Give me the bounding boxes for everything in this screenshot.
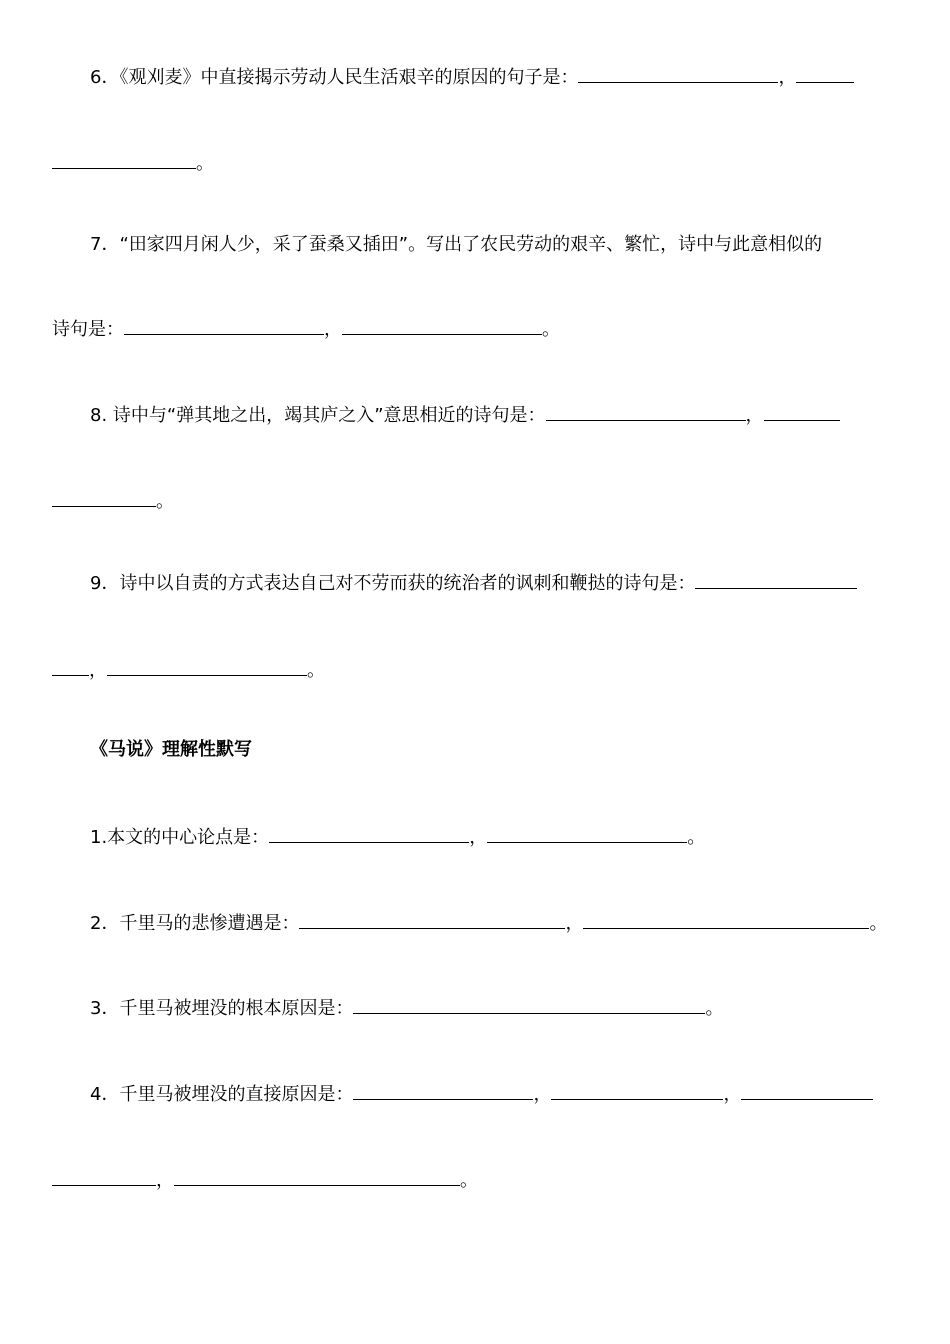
section-title: 《马说》理解性默写: [90, 739, 252, 760]
answer-blank[interactable]: [353, 995, 705, 1014]
period: 。: [869, 913, 888, 934]
answer-blank[interactable]: [269, 824, 469, 843]
period: 。: [307, 660, 325, 681]
question-8-line-2: [52, 488, 174, 514]
question-text: 3．千里马被埋没的根本原因是：: [90, 998, 354, 1019]
period: 。: [542, 319, 560, 340]
answer-blank[interactable]: [551, 1081, 723, 1100]
answer-blank[interactable]: [52, 150, 196, 169]
answer-blank[interactable]: [353, 1081, 533, 1100]
answer-blank[interactable]: [546, 402, 746, 421]
answer-blank[interactable]: [764, 402, 840, 421]
separator: ，: [723, 1084, 742, 1105]
question-9-line-2: [52, 657, 325, 683]
mashuo-question-3: [90, 995, 723, 1021]
answer-blank[interactable]: [52, 657, 89, 676]
question-9-text: 9．诗中以自责的方式表达自己对不劳而获的统治者的讽刺和鞭挞的诗句是：: [90, 573, 696, 594]
answer-blank[interactable]: [487, 824, 687, 843]
question-6-text: 6．《观刈麦》中直接揭示劳动人民生活艰辛的原因的句子是：: [90, 67, 579, 88]
answer-blank[interactable]: [741, 1081, 873, 1100]
separator: ，: [324, 319, 342, 340]
separator: ，: [745, 405, 764, 426]
separator: ，: [778, 67, 797, 88]
mashuo-question-4-line-1: [90, 1081, 873, 1107]
period: 。: [196, 153, 214, 174]
period: 。: [156, 491, 174, 512]
answer-blank[interactable]: [124, 316, 324, 335]
period: 。: [705, 998, 724, 1019]
mashuo-question-4-line-2: [52, 1167, 478, 1193]
question-8-text: 8. 诗中与“弹其地之出，竭其庐之入”意思相近的诗句是：: [90, 405, 546, 426]
question-6-line-1: [90, 64, 854, 90]
question-text: 1.本文的中心论点是：: [90, 827, 270, 848]
answer-blank[interactable]: [107, 657, 307, 676]
question-text: 4．千里马被埋没的直接原因是：: [90, 1084, 354, 1105]
answer-blank[interactable]: [52, 488, 156, 507]
question-7-line-2: [52, 316, 560, 342]
separator: ，: [89, 660, 107, 681]
separator: ，: [469, 827, 488, 848]
answer-blank[interactable]: [796, 64, 854, 83]
answer-blank[interactable]: [578, 64, 778, 83]
answer-blank[interactable]: [583, 910, 869, 929]
question-text: 2．千里马的悲惨遭遇是：: [90, 913, 300, 934]
question-7-line-1: [90, 233, 822, 257]
question-6-line-2: [52, 150, 214, 176]
question-9-line-1: [90, 570, 857, 596]
question-7-text: 7．“田家四月闲人少，采了蚕桑又插田”。写出了农民劳动的艰辛、繁忙，诗中与此意相似的: [90, 234, 823, 255]
question-7-text-cont: 诗句是：: [52, 319, 124, 340]
period: 。: [687, 827, 706, 848]
answer-blank[interactable]: [299, 910, 565, 929]
answer-blank[interactable]: [174, 1167, 460, 1186]
mashuo-question-2: [90, 910, 887, 936]
answer-blank[interactable]: [695, 570, 857, 589]
period: 。: [460, 1170, 478, 1191]
separator: ，: [565, 913, 584, 934]
mashuo-question-1: [90, 824, 705, 850]
answer-blank[interactable]: [52, 1167, 156, 1186]
separator: ，: [156, 1170, 174, 1191]
answer-blank[interactable]: [342, 316, 542, 335]
question-8-line-1: [90, 402, 840, 428]
separator: ，: [533, 1084, 552, 1105]
